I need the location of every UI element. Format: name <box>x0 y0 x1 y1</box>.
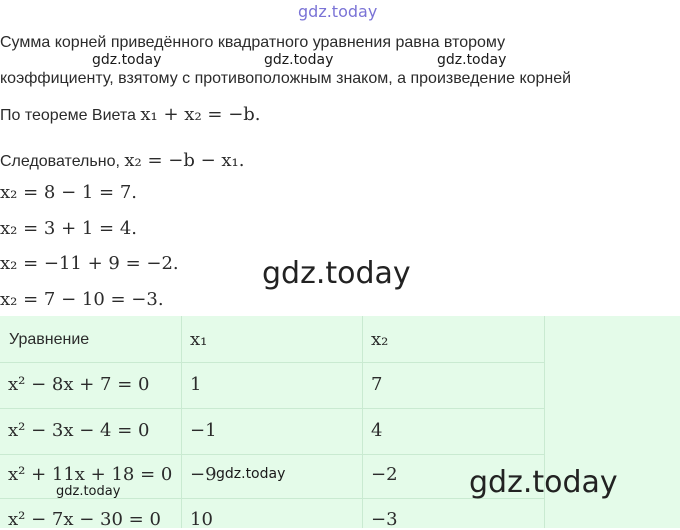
vieta-line <box>0 104 261 125</box>
header-x2: x₂ <box>371 329 389 350</box>
watermark: gdz.today <box>216 466 286 482</box>
header-x1: x₁ <box>190 329 208 350</box>
row-1-x1: 1 <box>190 374 202 395</box>
row-3-equation: x² + 11x + 18 = 0 <box>8 464 173 485</box>
row-2-x2: 4 <box>371 420 383 441</box>
vieta-formula: x₁ + x₂ = −b. <box>140 104 261 125</box>
watermark: gdz.today <box>92 52 162 68</box>
watermark: gdz.today <box>264 52 334 68</box>
row-4-x1: 10 <box>190 509 213 530</box>
therefore-formula: x₂ = −b − x₁. <box>124 150 245 171</box>
header-equation: Уравнение <box>9 331 90 348</box>
row-3-x2: −2 <box>371 464 398 485</box>
watermark-large: gdz.today <box>469 465 618 500</box>
watermark: gdz.today <box>437 52 507 68</box>
row-3-x1: −9 <box>190 464 217 485</box>
watermark-large: gdz.today <box>262 256 411 291</box>
calc-line-1: x₂ = 8 − 1 = 7. <box>0 182 138 203</box>
row-1-equation: x² − 8x + 7 = 0 <box>8 374 150 395</box>
row-4-equation: x² − 7x − 30 = 0 <box>8 509 161 530</box>
paragraph-line-2: коэффициенту, взятому с противоположным знаком, а произведение корней <box>0 70 572 87</box>
row-4-x2: −3 <box>371 509 398 530</box>
watermark: gdz.today <box>56 484 121 499</box>
therefore-prefix: Следовательно, <box>0 153 120 170</box>
vieta-prefix: По теореме Виета <box>0 107 136 124</box>
row-1-x2: 7 <box>371 374 383 395</box>
therefore-line <box>0 150 244 171</box>
paragraph-line-1: Сумма корней приведённого квадратного уравнения равна второму <box>0 34 506 51</box>
row-2-equation: x² − 3x − 4 = 0 <box>8 420 150 441</box>
watermark-top: gdz.today <box>298 2 378 21</box>
row-2-x1: −1 <box>190 420 217 441</box>
calc-line-3: x₂ = −11 + 9 = −2. <box>0 253 179 274</box>
calc-line-4: x₂ = 7 − 10 = −3. <box>0 289 164 310</box>
calc-line-2: x₂ = 3 + 1 = 4. <box>0 218 138 239</box>
